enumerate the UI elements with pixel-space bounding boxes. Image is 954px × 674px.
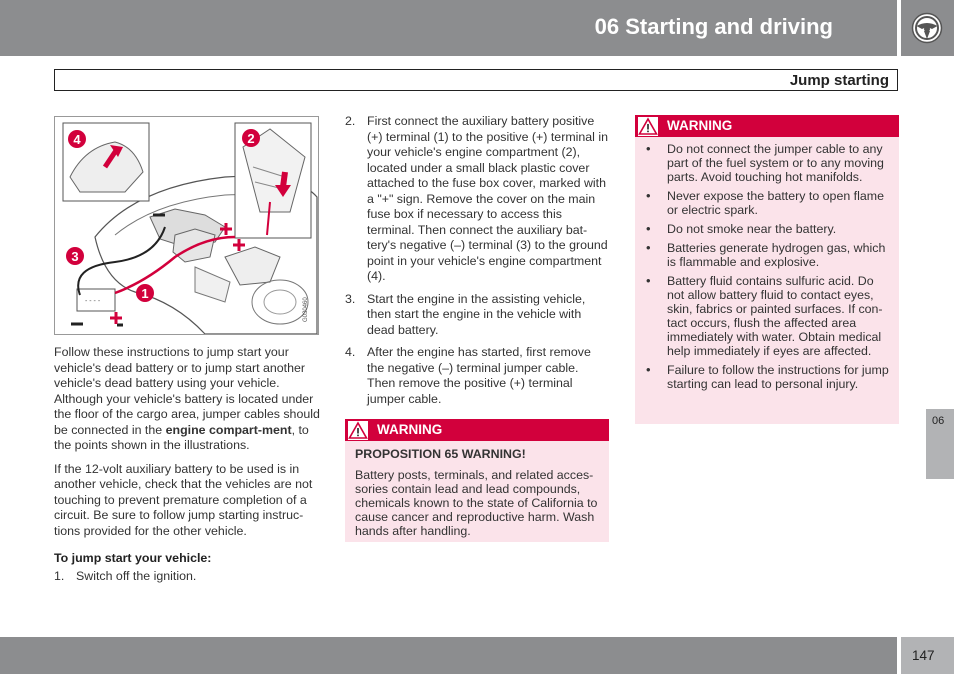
figure-code: G030460: [303, 297, 309, 322]
steps-list-part-2: [345, 114, 609, 407]
warning-label: WARNING: [377, 422, 443, 437]
steps-list-part-1: [54, 569, 320, 585]
warning-label: WARNING: [667, 118, 733, 133]
step-text: After the engine has started, first remove the negative (–) terminal jumper cable. Then remove the positive (+) terminal jumper cable.: [367, 345, 591, 406]
steering-wheel-icon: [911, 12, 943, 44]
callout-1: 1: [141, 286, 149, 301]
callout-2: 2: [247, 131, 255, 146]
step-number: 3.: [345, 291, 356, 306]
warning-box-jump-start: [635, 115, 899, 424]
intro-p1-text-end: , to the points shown in the illustrations.: [54, 422, 309, 452]
step-number: 2.: [345, 114, 356, 128]
jump-start-diagram: [55, 117, 318, 334]
step-item: [345, 114, 609, 285]
warning-list-item: • Do not smoke near the battery.: [645, 222, 889, 236]
step-item: [345, 292, 609, 339]
warning-header: [635, 115, 899, 137]
svg-text:- - - -: - - - -: [85, 298, 101, 305]
intro-p1-text: Follow these instructions to jump start your vehicle's dead battery or to jump start another vehicle's dead battery using your vehicle. Although your vehicle's battery is located under the floor of the cargo area, jumper cables should be connected in the: [54, 345, 320, 437]
warning-list-item: • Battery fluid contains sulfuric acid. Do not allow battery fluid to contact eyes, skin, fabrics or painted surfaces. If con-tact occurs, flush the affected area immediately with water. Obtain medical help immediately if eyes are affected.: [645, 274, 889, 358]
warning-text: Battery posts, terminals, and related acces-sories contain lead and lead compounds, chemicals known to the state of California to cause cancer and reproductive harm. Wash hands after handling.: [355, 468, 598, 538]
steps-column: [345, 114, 609, 414]
step-item: [54, 569, 320, 585]
chapter-side-tab[interactable]: [926, 409, 954, 479]
chapter-title: 06 Starting and driving: [594, 14, 833, 39]
warning-list: [645, 142, 889, 391]
intro-paragraph-1: [54, 345, 320, 454]
warning-list-item: • Never expose the battery to open flame or electric spark.: [645, 189, 889, 217]
step-text: First connect the auxiliary battery positive (+) terminal (1) to the positive (+) terminal in your vehicle's engine compartment (2), located under a small black plastic cover attached to the fuse box cover, marked with a "+" sign. Remove the cover on the main fuse box if necessary to access this terminal. Then connect the auxiliary bat-tery's negative (–) terminal (3) to the ground point in your vehicle's engine compartment (4).: [367, 114, 609, 283]
page-number: 147: [912, 648, 935, 663]
warning-header: [345, 419, 609, 441]
chapter-side-tab-label: 06: [932, 415, 945, 427]
step-number: 4.: [345, 345, 356, 359]
warning-triangle-icon: [348, 421, 368, 440]
step-item: [345, 345, 609, 407]
engine-bay-illustration: [54, 116, 319, 335]
intro-p1-bold: engine compart-ment: [165, 422, 292, 437]
steps-subheading: To jump start your vehicle:: [54, 551, 212, 565]
warning-list-item: • Failure to follow the instructions for jump starting can lead to personal injury.: [645, 363, 889, 391]
warning-triangle-icon: [638, 117, 658, 136]
step-text: Switch off the ignition.: [76, 568, 197, 583]
warning-body: [345, 441, 609, 546]
step-number: 1.: [54, 568, 65, 583]
warning-heading: PROPOSITION 65 WARNING!: [355, 447, 526, 461]
callout-4: 4: [73, 132, 81, 147]
warning-box-proposition-65: [345, 419, 609, 542]
callout-3: 3: [71, 249, 79, 264]
warning-list-item: • Do not connect the jumper cable to any part of the fuel system or to any moving parts. Avoid touching hot manifolds.: [645, 142, 889, 184]
warning-body: [635, 137, 899, 404]
section-bar: [54, 69, 898, 91]
warning-list-item: • Batteries generate hydrogen gas, which is flammable and explosive.: [645, 241, 889, 269]
header-band: [0, 0, 897, 56]
section-title: Jump starting: [789, 72, 889, 89]
intro-paragraph-2: If the 12-volt auxiliary battery to be used is in another vehicle, check that the vehicles are not touching to prevent premature completion of a circuit. Be sure to follow jump starting instruc-tions provided for the other vehicle.: [54, 461, 313, 538]
step-text: Start the engine in the assisting vehicle, then start the engine in the vehicle with dead battery.: [367, 291, 586, 337]
intro-column: [54, 345, 320, 591]
footer-band: [0, 637, 897, 674]
